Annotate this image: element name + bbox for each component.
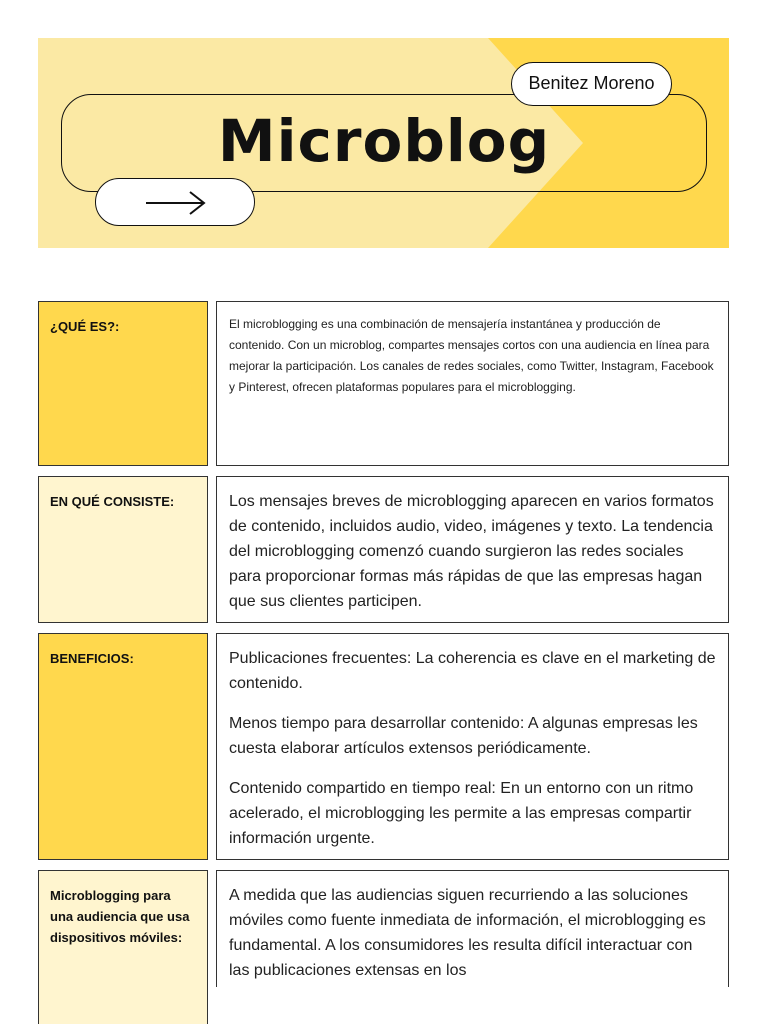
section-label: ¿QUÉ ES?:	[38, 301, 208, 466]
section-label: Microblogging para una audiencia que usa dispositivos móviles:	[38, 870, 208, 1024]
page-title: Microblog	[217, 107, 551, 175]
section-paragraph: A medida que las audiencias siguen recurriendo a las soluciones móviles como fuente inmediata de información, el microblogging es fundamental. A los consumidores les resulta difícil interactuar con las publicaciones extensas en los	[229, 887, 706, 979]
section-paragraph: El microblogging es una combinación de mensajería instantánea y producción de contenido. Con un microblog, compartes mensajes cortos con una audiencia en línea para mejorar la participación. Los canales de redes sociales, como Twitter, Instagram, Facebook y Pinterest, ofrecen plataformas populares para el microblogging.	[229, 317, 714, 394]
arrow-right-icon	[144, 190, 208, 216]
section-row-que-es	[38, 301, 729, 466]
section-content	[216, 476, 729, 623]
benefit-paragraph: Contenido compartido en tiempo real: En un entorno con un ritmo acelerado, el microblogging les permite a las empresas compartir información urgente.	[229, 780, 694, 847]
section-row-beneficios	[38, 633, 729, 860]
section-content	[216, 633, 729, 860]
section-paragraph: Los mensajes breves de microblogging aparecen en varios formatos de contenido, incluidos audio, video, imágenes y texto. La tendencia del microblogging comenzó cuando surgieron las redes sociales para proporcionar formas más rápidas de que las empresas hagan que sus clientes participen.	[229, 493, 714, 610]
section-label: BENEFICIOS:	[38, 633, 208, 860]
arrow-button[interactable]	[95, 178, 255, 226]
author-badge: Benitez Moreno	[511, 62, 672, 106]
benefit-paragraph: Menos tiempo para desarrollar contenido: A algunas empresas les cuesta elaborar artículos extensos periódicamente.	[229, 715, 698, 757]
section-row-moviles	[38, 870, 729, 1024]
section-row-en-que-consiste	[38, 476, 729, 623]
section-content	[216, 870, 729, 987]
benefit-paragraph: Publicaciones frecuentes: La coherencia es clave en el marketing de contenido.	[229, 650, 716, 692]
section-content	[216, 301, 729, 466]
section-label: EN QUÉ CONSISTE:	[38, 476, 208, 623]
